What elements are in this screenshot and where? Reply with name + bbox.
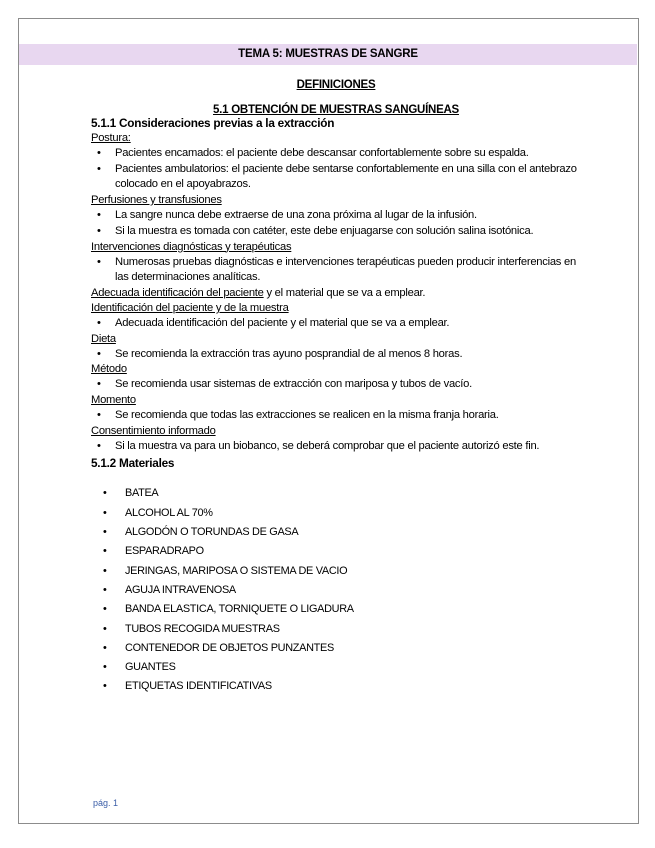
list-item: • Se recomienda la extracción tras ayuno posprandial de al menos 8 horas. (91, 347, 581, 363)
material-item: • ALCOHOL AL 70% (91, 504, 581, 523)
material-item: • BATEA (91, 484, 581, 503)
page-title: TEMA 5: MUESTRAS DE SANGRE (19, 44, 637, 65)
material-item: • AGUJA INTRAVENOSA (91, 581, 581, 600)
material-item: • JERINGAS, MARIPOSA O SISTEMA DE VACIO (91, 562, 581, 581)
list-item: • Si la muestra es tomada con catéter, este debe enjuagarse con solución salina isotónica. (91, 224, 581, 240)
bullet-list (91, 408, 581, 424)
group-label: Dieta (91, 332, 116, 345)
bullet-list (91, 146, 581, 193)
subsection-2-heading: 5.1.2 Materiales (91, 456, 175, 471)
group-label: Consentimiento informado (91, 424, 216, 437)
material-item: • CONTENEDOR DE OBJETOS PUNZANTES (91, 639, 581, 658)
bullet-list (91, 255, 581, 286)
patient-id-underlined: Adecuada identificación del paciente (91, 286, 264, 299)
list-item: • Pacientes encamados: el paciente debe descansar confortablemente sobre su espalda. (91, 146, 581, 162)
group-label: Perfusiones y transfusiones (91, 194, 222, 207)
bullet-list (91, 377, 581, 393)
page-number: pág. 1 (93, 798, 119, 808)
list-item: • Si la muestra va para un biobanco, se deberá comprobar que el paciente autorizó este fin. (91, 439, 581, 455)
materials-list (91, 484, 581, 696)
list-item: • Se recomienda que todas las extracciones se realicen en la misma franja horaria. (91, 408, 581, 424)
group-label: Identificación del paciente y de la muestra (91, 301, 289, 314)
list-item: • La sangre nunca debe extraerse de una zona próxima al lugar de la infusión. (91, 208, 581, 224)
list-item: • Pacientes ambulatorios: el paciente debe sentarse confortablemente en una silla con el antebrazo colocado en el apoyabrazos. (91, 162, 581, 193)
bullet-list (91, 347, 581, 363)
document-page (18, 18, 639, 824)
bullet-list (91, 439, 581, 455)
material-item: • TUBOS RECOGIDA MUESTRAS (91, 620, 581, 639)
document-content (91, 75, 581, 697)
considerations-groups (91, 131, 581, 286)
list-item: • Se recomienda usar sistemas de extracción con mariposa y tubos de vacío. (91, 377, 581, 393)
material-item: • GUANTES (91, 658, 581, 677)
list-item: • Adecuada identificación del paciente y el material que se va a emplear. (91, 316, 581, 332)
group-label: Método (91, 363, 127, 376)
material-item: • ALGODÓN O TORUNDAS DE GASA (91, 523, 581, 542)
list-item: • Numerosas pruebas diagnósticas e intervenciones terapéuticas pueden producir interferencias en las determinaciones analíticas. (91, 255, 581, 286)
definiciones-heading: DEFINICIONES (296, 79, 376, 91)
subsection-1-heading: 5.1.1 Consideraciones previas a la extracción (91, 116, 335, 130)
bullet-list (91, 208, 581, 239)
group-label: Postura: (91, 132, 131, 144)
patient-id-rest: y el material que se va a emplear. (263, 286, 426, 299)
bullet-list (91, 316, 581, 332)
group-label: Intervenciones diagnósticas y terapéuticas (91, 240, 292, 253)
material-item: • BANDA ELASTICA, TORNIQUETE O LIGADURA (91, 600, 581, 619)
patient-id-line (91, 286, 581, 301)
material-item: • ETIQUETAS IDENTIFICATIVAS (91, 677, 581, 696)
considerations-groups-2 (91, 301, 581, 455)
material-item: • ESPARADRAPO (91, 542, 581, 561)
group-label: Momento (91, 394, 136, 407)
section-heading: 5.1 OBTENCIÓN DE MUESTRAS SANGUÍNEAS (213, 104, 459, 116)
